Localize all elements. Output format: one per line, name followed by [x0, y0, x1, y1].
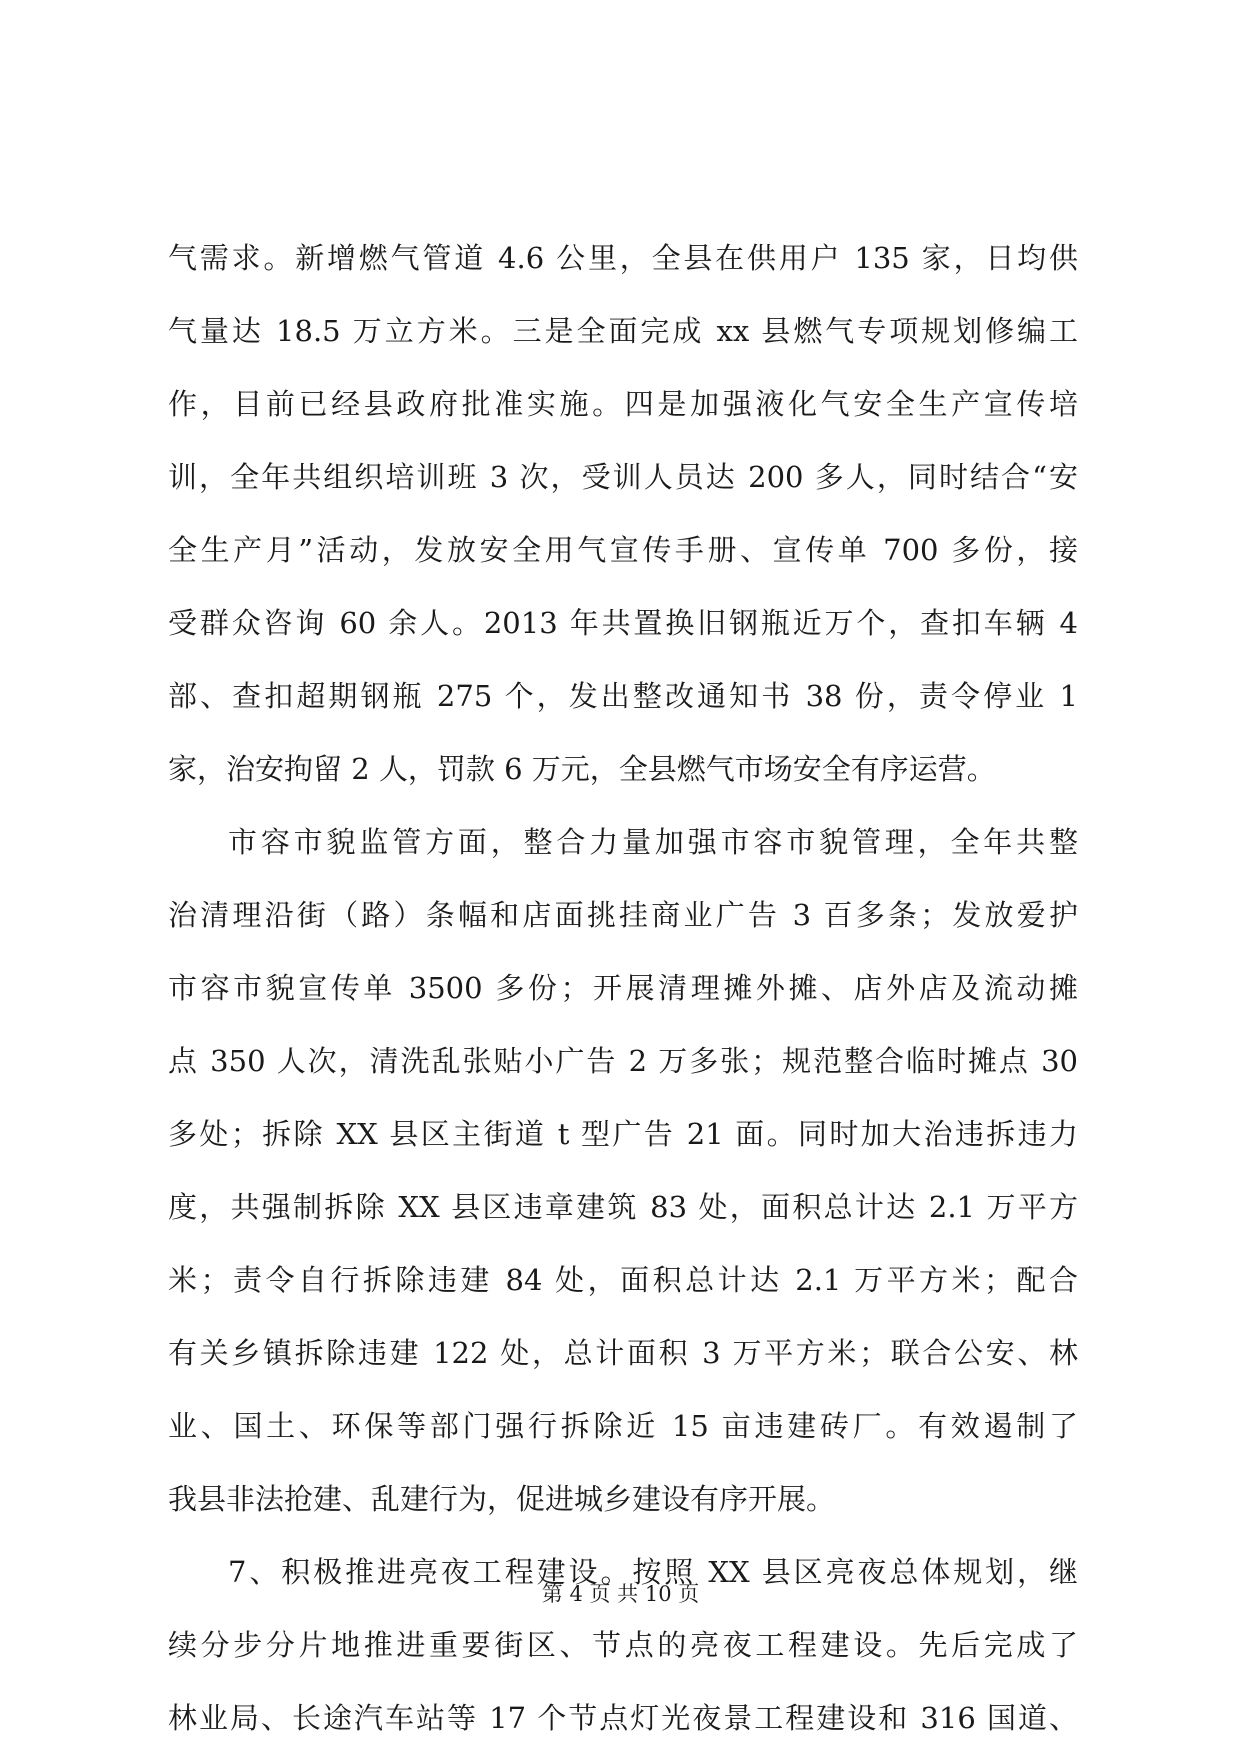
- text-line: 林业局、长途汽车站等 17 个节点灯光夜景工程建设和 316 国道、: [168, 1701, 1078, 1735]
- text-line: 治清理沿街（路）条幅和店面挑挂商业广告 3 百多条；发放爱护: [168, 898, 1078, 932]
- text-line: 气需求。新增燃气管道 4.6 公里，全县在供用户 135 家，日均供: [168, 241, 1078, 275]
- text-line: 气量达 18.5 万立方米。三是全面完成 xx 县燃气专项规划修编工: [168, 314, 1078, 348]
- text-line: 米；责令自行拆除违建 84 处，面积总计达 2.1 万平方米；配合: [168, 1263, 1078, 1297]
- text-line: 家，治安拘留 2 人，罚款 6 万元，全县燃气市场安全有序运营。: [168, 752, 996, 786]
- paragraph: [168, 806, 1078, 1536]
- text-line: 有关乡镇拆除违建 122 处，总计面积 3 万平方米；联合公安、林: [168, 1336, 1078, 1370]
- text-line: 部、查扣超期钢瓶 275 个，发出整改通知书 38 份，责令停业 1: [168, 679, 1078, 713]
- text-line: 市容市貌宣传单 3500 多份；开展清理摊外摊、店外店及流动摊: [168, 971, 1078, 1005]
- text-line: 续分步分片地推进重要街区、节点的亮夜工程建设。先后完成了: [168, 1628, 1078, 1662]
- page-footer: 第 4 页 共 10 页: [541, 1582, 700, 1606]
- paragraph: [168, 1536, 1078, 1755]
- text-line: 市容市貌监管方面，整合力量加强市容市貌管理，全年共整: [228, 825, 1078, 859]
- text-line: 我县非法抢建、乱建行为，促进城乡建设有序开展。: [168, 1482, 836, 1516]
- text-line: 多处；拆除 XX 县区主街道 t 型广告 21 面。同时加大治违拆违力: [168, 1117, 1078, 1151]
- text-line: 全生产月”活动，发放安全用气宣传手册、宣传单 700 多份，接: [168, 533, 1078, 567]
- text-line: 度，共强制拆除 XX 县区违章建筑 83 处，面积总计达 2.1 万平方: [168, 1190, 1078, 1224]
- text-line: 作，目前已经县政府批准实施。四是加强液化气安全生产宣传培: [168, 387, 1078, 421]
- text-line: 业、国土、环保等部门强行拆除近 15 亩违建砖厂。有效遏制了: [168, 1409, 1078, 1443]
- text-line: 训，全年共组织培训班 3 次，受训人员达 200 多人，同时结合“安: [168, 460, 1078, 494]
- text-line: 受群众咨询 60 余人。2013 年共置换旧钢瓶近万个，查扣车辆 4: [168, 606, 1078, 640]
- text-line: 点 350 人次，清洗乱张贴小广告 2 万多张；规范整合临时摊点 30: [168, 1044, 1078, 1078]
- paragraph: [168, 222, 1078, 806]
- document-body: [168, 222, 1078, 1755]
- text-line: 7、积极推进亮夜工程建设。按照 XX 县区亮夜总体规划，继: [228, 1555, 1078, 1589]
